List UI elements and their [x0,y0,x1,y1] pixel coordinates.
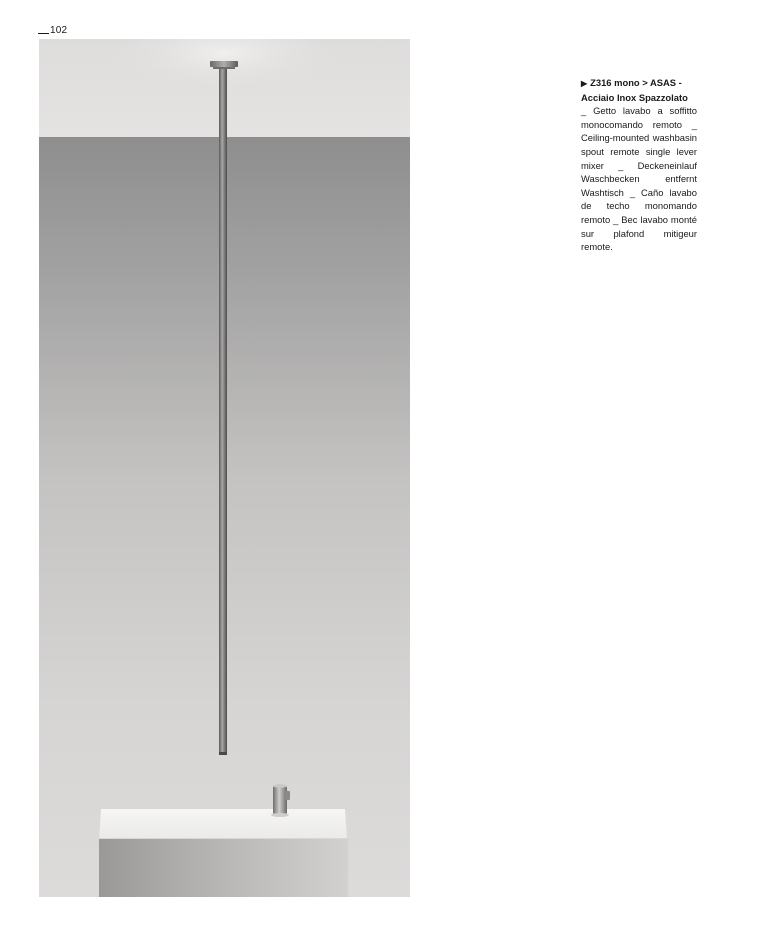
product-title [581,76,697,104]
page-number-text: 102 [50,25,68,36]
page-number [38,25,67,36]
product-title-line1: Z316 mono > ASAS - [590,77,682,88]
page-number-dash [38,33,49,34]
play-triangle-icon: ▶ [581,79,588,88]
product-caption [581,76,697,254]
product-title-line2: Acciaio Inox Spazzolato [581,91,688,103]
product-description: _ Getto lavabo a soffitto monocomando remoto _ Ceiling-mounted washbasin spout remote single lever mixer _ Deckeneinlauf Waschbecken entfernt Washtisch _ Caño lavabo de techo monomando remoto _ Bec lavabo monté sur plafond mitigeur remote. [581,105,697,253]
product-photo [39,39,410,897]
